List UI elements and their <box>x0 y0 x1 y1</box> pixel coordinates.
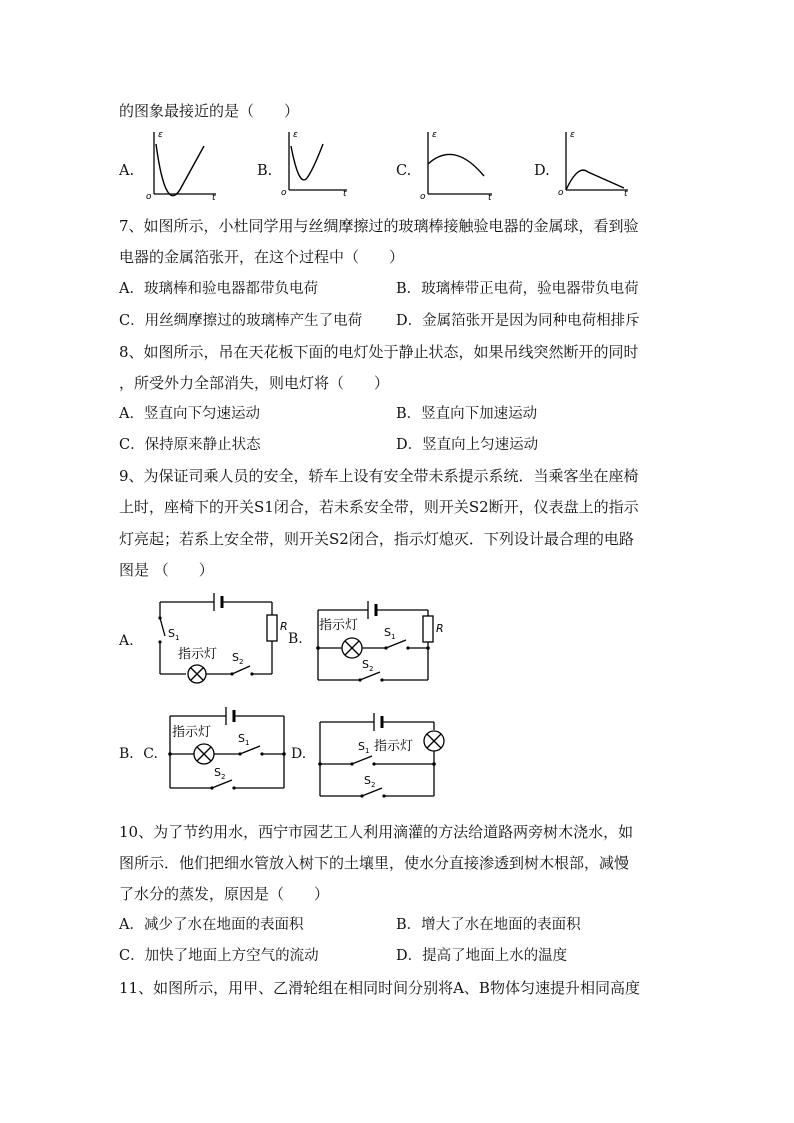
q7-line1: 7、如图所示，小杜同学用与丝绸摩擦过的玻璃棒接触验电器的金属球，看到验 <box>119 217 639 235</box>
q9-label-c: B．C. <box>119 746 158 762</box>
q8-option-c: C．保持原来静止状态 <box>119 437 261 453</box>
circuit-d-s1: S <box>358 740 365 753</box>
q6-label-a: A. <box>119 163 135 179</box>
circuit-a <box>150 588 290 684</box>
q9-line2: 上时，座椅下的开关S1闭合，若未系安全带，则开关S2断开，仪表盘上的指示 <box>119 498 639 516</box>
circuit-b-s1-sub: 1 <box>391 633 396 641</box>
q10-line1: 10、为了节约用水，西宁市园艺工人利用滴灌的方法给道路两旁树木浇水，如 <box>119 823 634 841</box>
q7-option-b: B．玻璃棒带正电荷，验电器带负电荷 <box>396 281 639 297</box>
q9-label-d: D. <box>291 746 307 762</box>
q6-label-c: C. <box>396 163 412 179</box>
q7-line2: 电器的金属箔张开，在这个过程中（ ） <box>119 248 405 266</box>
circuit-d <box>312 708 452 800</box>
q8-line1: 8、如图所示，吊在天花板下面的电灯处于静止状态，如果吊线突然断开的同时 <box>119 343 639 361</box>
circuit-b-s1: S <box>384 626 391 639</box>
circuit-d-s2-sub: 2 <box>371 781 376 789</box>
q8-line2: ，所受外力全部消失，则电灯将（ ） <box>119 374 390 392</box>
q9-line1: 9、为保证司乘人员的安全，轿车上设有安全带未系提示系统．当乘客坐在座椅 <box>119 467 639 485</box>
q6-graph-a <box>146 128 222 203</box>
circuit-b-r: R <box>436 622 444 635</box>
circuit-a-s1-sub: 1 <box>175 634 180 642</box>
q9-line3: 灯亮起；若系上安全带，则开关S2闭合，指示灯熄灭．下列设计最合理的电路 <box>119 530 634 548</box>
q10-option-d: D．提高了地面上水的温度 <box>396 948 568 964</box>
q6-label-d: D. <box>534 163 550 179</box>
circuit-d-lamp: 指示灯 <box>374 739 414 754</box>
q10-option-b: B．增大了水在地面的表面积 <box>396 917 581 933</box>
q6-c-y: ε <box>432 130 437 140</box>
circuit-c-s1: S <box>238 732 245 745</box>
q6-a-y: ε <box>158 130 163 140</box>
q10-line2: 图所示．他们把细水管放入树下的土壤里，使水分直接渗透到树木根部，减慢 <box>119 854 630 872</box>
q6-d-o: o <box>558 188 564 198</box>
q8-option-a: A．竖直向下匀速运动 <box>119 406 260 422</box>
q6-c-x: t <box>488 193 492 203</box>
q11-line1: 11、如图所示，用甲、乙滑轮组在相同时间分别将A、B物体匀速提升相同高度 <box>119 979 640 997</box>
circuit-b-lamp: 指示灯 <box>319 618 359 633</box>
q6-b-x: t <box>343 189 347 199</box>
q6-a-x: t <box>212 193 216 203</box>
q10-line3: 了水分的蒸发，原因是（ ） <box>119 885 330 903</box>
q9-label-a: A. <box>119 633 134 649</box>
q7-option-c: C．用丝绸摩擦过的玻璃棒产生了电荷 <box>119 313 363 329</box>
q6-label-b: B. <box>257 163 273 179</box>
q6-b-o: o <box>281 188 287 198</box>
q10-option-a: A．减少了水在地面的表面积 <box>119 917 304 933</box>
circuit-a-r: R <box>280 620 288 633</box>
q7-option-a: A．玻璃棒和验电器都带负电荷 <box>119 281 318 297</box>
q8-option-b: B．竖直向下加速运动 <box>396 406 538 422</box>
circuit-d-s2: S <box>364 774 371 787</box>
q6-graph-b <box>281 128 357 200</box>
q9-line4: 图是 （ ） <box>119 561 214 579</box>
q6-graph-c <box>420 128 498 203</box>
circuit-b-s2-sub: 2 <box>369 665 374 673</box>
circuit-b-s2: S <box>362 658 369 671</box>
circuit-c <box>162 702 292 796</box>
q9-label-b: B. <box>288 631 303 647</box>
q7-option-d: D．金属箔张开是因为同种电荷相排斥 <box>396 313 640 329</box>
q6-c-o: o <box>420 192 426 202</box>
circuit-c-s2-sub: 2 <box>221 773 226 781</box>
q6-tail: 的图象最接近的是（ ） <box>119 102 300 120</box>
q6-b-y: ε <box>293 130 298 140</box>
circuit-a-s2: S <box>232 651 239 664</box>
q8-option-d: D．竖直向上匀速运动 <box>396 437 539 453</box>
circuit-a-lamp: 指示灯 <box>178 647 218 662</box>
q10-option-c: C．加快了地面上方空气的流动 <box>119 948 319 964</box>
circuit-c-s2: S <box>214 766 221 779</box>
q6-graph-d <box>558 128 636 200</box>
circuit-a-s1: S <box>168 627 175 640</box>
q6-d-y: ε <box>570 130 575 140</box>
circuit-d-s1-sub: 1 <box>365 747 370 755</box>
circuit-a-s2-sub: 2 <box>239 658 244 666</box>
q6-a-o: o <box>146 192 152 202</box>
q6-d-x: t <box>624 189 628 199</box>
circuit-b <box>310 596 460 690</box>
circuit-c-lamp: 指示灯 <box>172 725 212 740</box>
circuit-c-s1-sub: 1 <box>245 739 250 747</box>
